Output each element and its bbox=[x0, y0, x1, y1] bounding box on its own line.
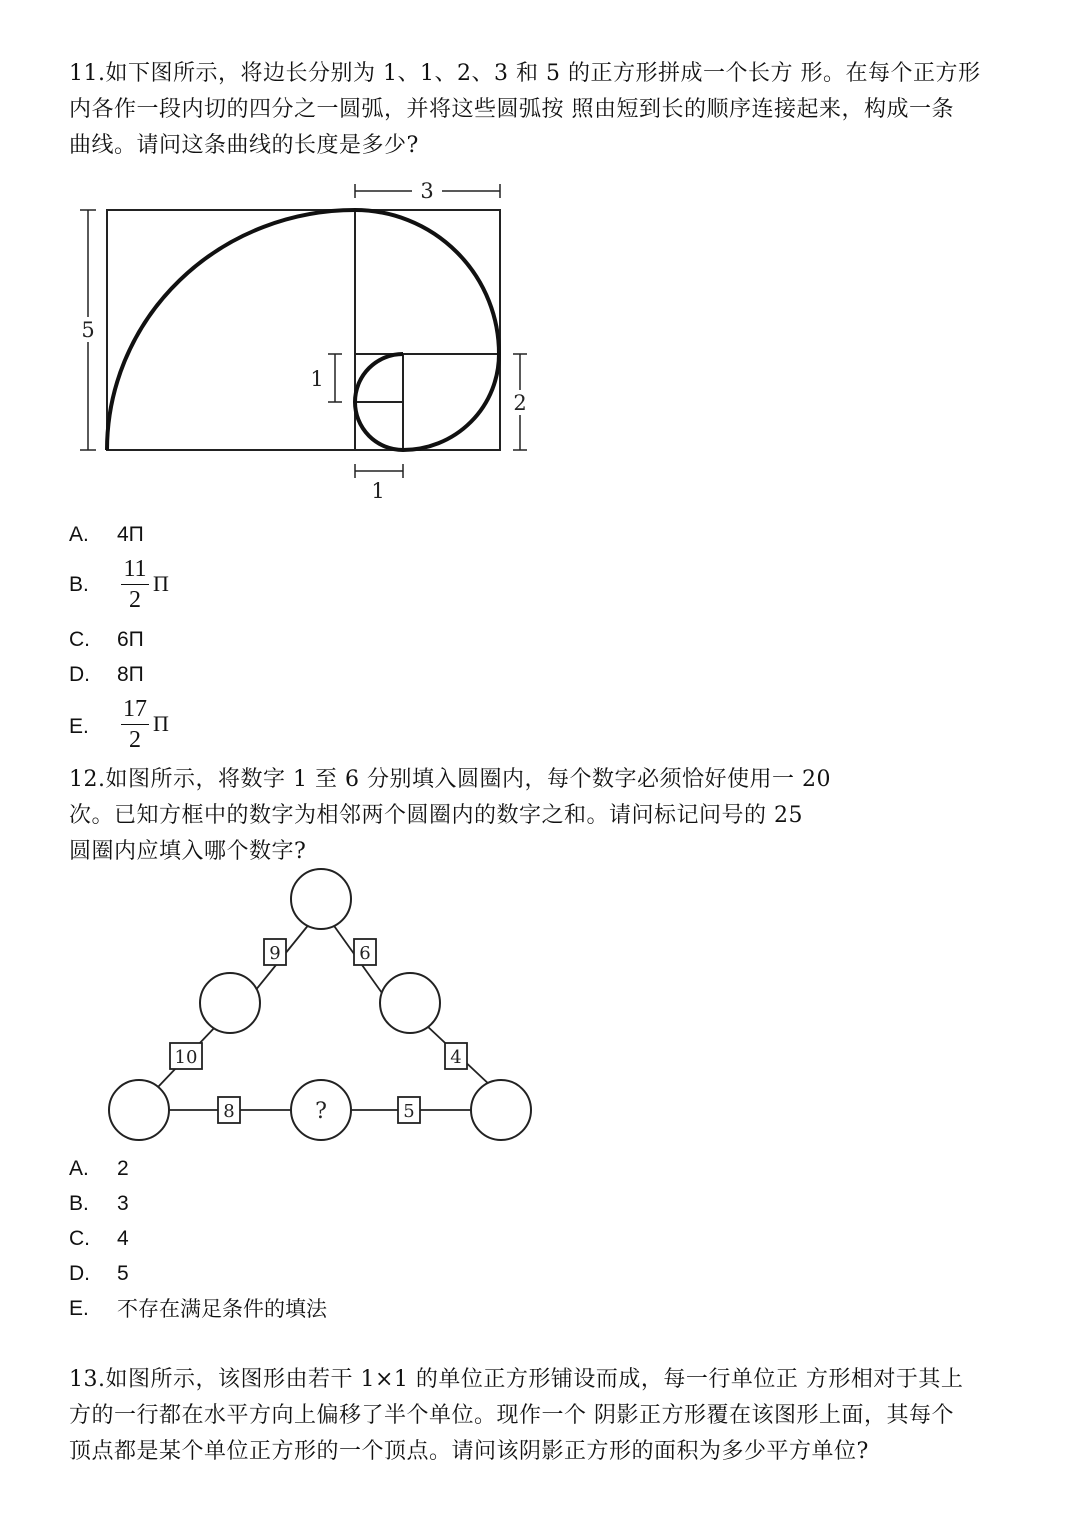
sum-box-9: 9 bbox=[269, 943, 281, 964]
option-letter: A. bbox=[69, 523, 89, 546]
q12-text bbox=[69, 762, 1019, 870]
q11-figure bbox=[70, 172, 540, 502]
option-letter: C. bbox=[69, 1227, 90, 1250]
option-value: 不存在满足条件的填法 bbox=[117, 1297, 327, 1321]
sum-box-8: 8 bbox=[223, 1101, 235, 1122]
circle-mid-right bbox=[380, 973, 440, 1033]
fraction-numerator: 11 bbox=[123, 556, 147, 582]
option-letter: B. bbox=[69, 1192, 89, 1215]
q13-line-3: 顶点都是某个单位正方形的一个顶点。请问该阴影正方形的面积为多少平方单位? bbox=[69, 1439, 869, 1464]
dim-label-right: 2 bbox=[513, 391, 527, 415]
option-letter: E. bbox=[69, 715, 89, 738]
option-value: 5 bbox=[117, 1262, 129, 1285]
sum-box-6: 6 bbox=[359, 943, 371, 964]
q11-text bbox=[69, 56, 1019, 164]
option-letter: B. bbox=[69, 573, 89, 596]
circle-bottom-right bbox=[471, 1080, 531, 1140]
q12-figure bbox=[100, 865, 540, 1150]
outer-rectangle bbox=[107, 210, 500, 450]
option-value: 6Π bbox=[117, 628, 144, 651]
dim-label-left: 5 bbox=[81, 318, 95, 342]
sum-box-4: 4 bbox=[450, 1047, 462, 1068]
q11-line-3: 曲线。请问这条曲线的长度是多少? bbox=[69, 133, 419, 158]
q11-line-1: 11.如下图所示，将边长分别为 1、1、2、3 和 5 的正方形拼成一个长方 形。在每个正方形 bbox=[69, 61, 981, 86]
option-letter: D. bbox=[69, 1262, 90, 1285]
option-value: 3 bbox=[117, 1192, 129, 1215]
option-letter: C. bbox=[69, 628, 90, 651]
q12-line-3: 圆圈内应填入哪个数字? bbox=[69, 839, 307, 864]
q13-text bbox=[69, 1362, 1019, 1470]
dim-label-bottom: 1 bbox=[371, 479, 385, 502]
fraction-denominator: 2 bbox=[129, 727, 141, 753]
pi-symbol: Π bbox=[153, 571, 169, 596]
q12-line-1: 12.如图所示，将数字 1 至 6 分别填入圆圈内，每个数字必须恰好使用一 20 bbox=[69, 767, 831, 792]
fraction bbox=[117, 554, 153, 615]
circle-mid-left bbox=[200, 973, 260, 1033]
q13-line-2: 方的一行都在水平方向上偏移了半个单位。现作一个 阴影正方形覆在该图形上面，其每个 bbox=[69, 1403, 954, 1428]
dim-label-small: 1 bbox=[310, 367, 324, 391]
dim-label-top: 3 bbox=[420, 179, 434, 203]
option-value: 4Π bbox=[117, 523, 144, 546]
fraction-numerator: 17 bbox=[123, 696, 147, 722]
option-letter: D. bbox=[69, 663, 90, 686]
circle-bottom-left bbox=[109, 1080, 169, 1140]
q12-line-2: 次。已知方框中的数字为相邻两个圆圈内的数字之和。请问标记问号的 25 bbox=[69, 803, 803, 828]
pi-symbol: Π bbox=[153, 711, 169, 736]
spiral-curve bbox=[107, 210, 499, 450]
q11-line-2: 内各作一段内切的四分之一圆弧，并将这些圆弧按 照由短到长的顺序连接起来，构成一条 bbox=[69, 97, 954, 122]
question-mark: ? bbox=[315, 1099, 327, 1124]
fraction bbox=[117, 694, 153, 755]
sum-box-10: 10 bbox=[174, 1047, 198, 1068]
option-value: 2 bbox=[117, 1157, 129, 1180]
fraction-denominator: 2 bbox=[129, 587, 141, 613]
circle-top bbox=[291, 869, 351, 929]
option-letter: E. bbox=[69, 1297, 89, 1320]
option-value: 4 bbox=[117, 1227, 129, 1250]
option-letter: A. bbox=[69, 1157, 89, 1180]
option-value: 8Π bbox=[117, 663, 144, 686]
q13-line-1: 13.如图所示，该图形由若干 1×1 的单位正方形铺设而成，每一行单位正 方形相对于其上 bbox=[69, 1367, 964, 1392]
sum-box-5: 5 bbox=[403, 1101, 415, 1122]
